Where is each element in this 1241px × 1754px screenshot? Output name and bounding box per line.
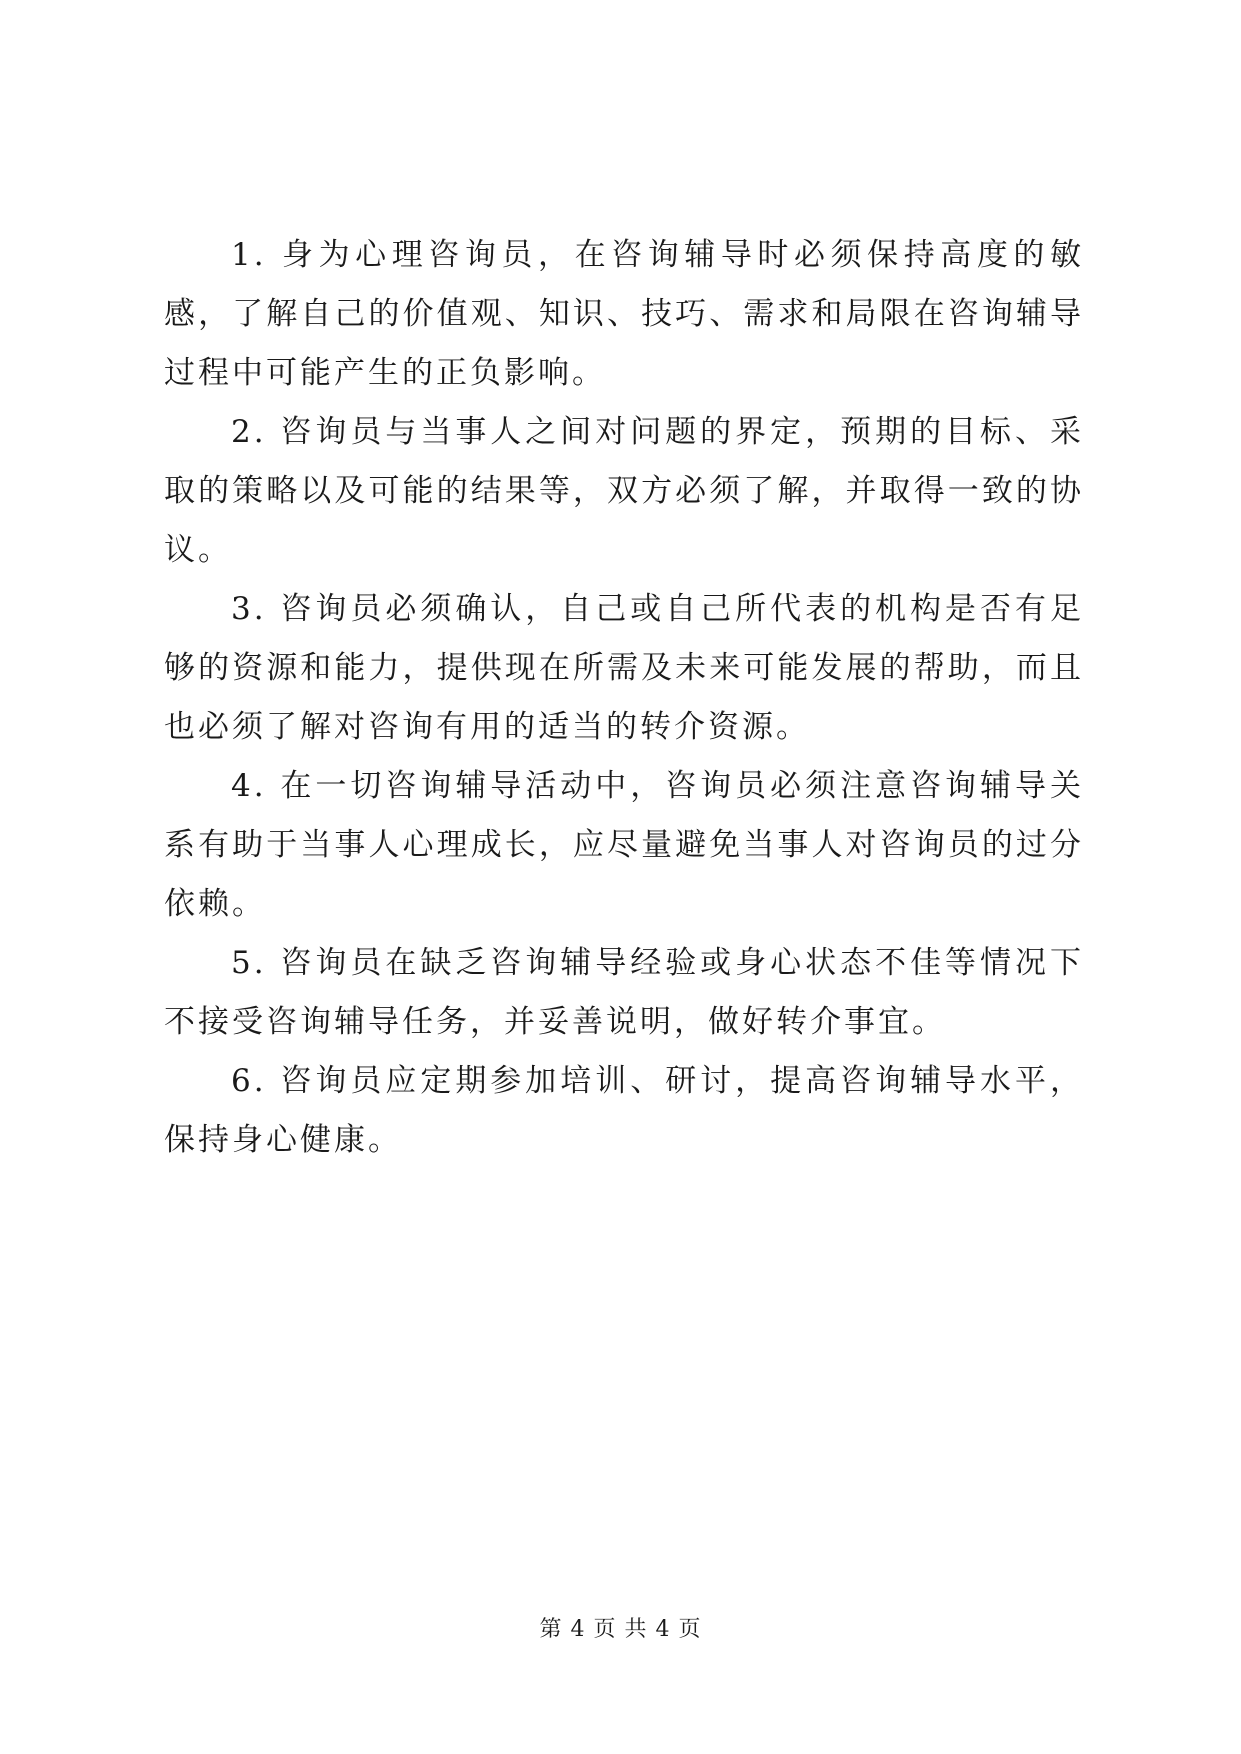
document-body	[164, 226, 1084, 1170]
paragraph-1: 1. 身为心理咨询员，在咨询辅导时必须保持高度的敏感，了解自己的价值观、知识、技巧、需求和局限在咨询辅导过程中可能产生的正负影响。	[164, 237, 1084, 391]
paragraph-4: 4. 在一切咨询辅导活动中，咨询员必须注意咨询辅导关系有助于当事人心理成长，应尽量避免当事人对咨询员的过分依赖。	[164, 768, 1084, 922]
paragraph-6: 6. 咨询员应定期参加培训、研讨，提高咨询辅导水平，保持身心健康。	[164, 1063, 1084, 1158]
paragraph-3: 3. 咨询员必须确认，自己或自己所代表的机构是否有足够的资源和能力，提供现在所需及未来可能发展的帮助，而且也必须了解对咨询有用的适当的转介资源。	[164, 591, 1084, 745]
paragraph-5: 5. 咨询员在缺乏咨询辅导经验或身心状态不佳等情况下不接受咨询辅导任务，并妥善说明，做好转介事宜。	[164, 945, 1084, 1040]
paragraph-2: 2. 咨询员与当事人之间对问题的界定，预期的目标、采取的策略以及可能的结果等，双方必须了解，并取得一致的协议。	[164, 414, 1084, 568]
page-number-footer: 第 4 页 共 4 页	[539, 1617, 702, 1642]
